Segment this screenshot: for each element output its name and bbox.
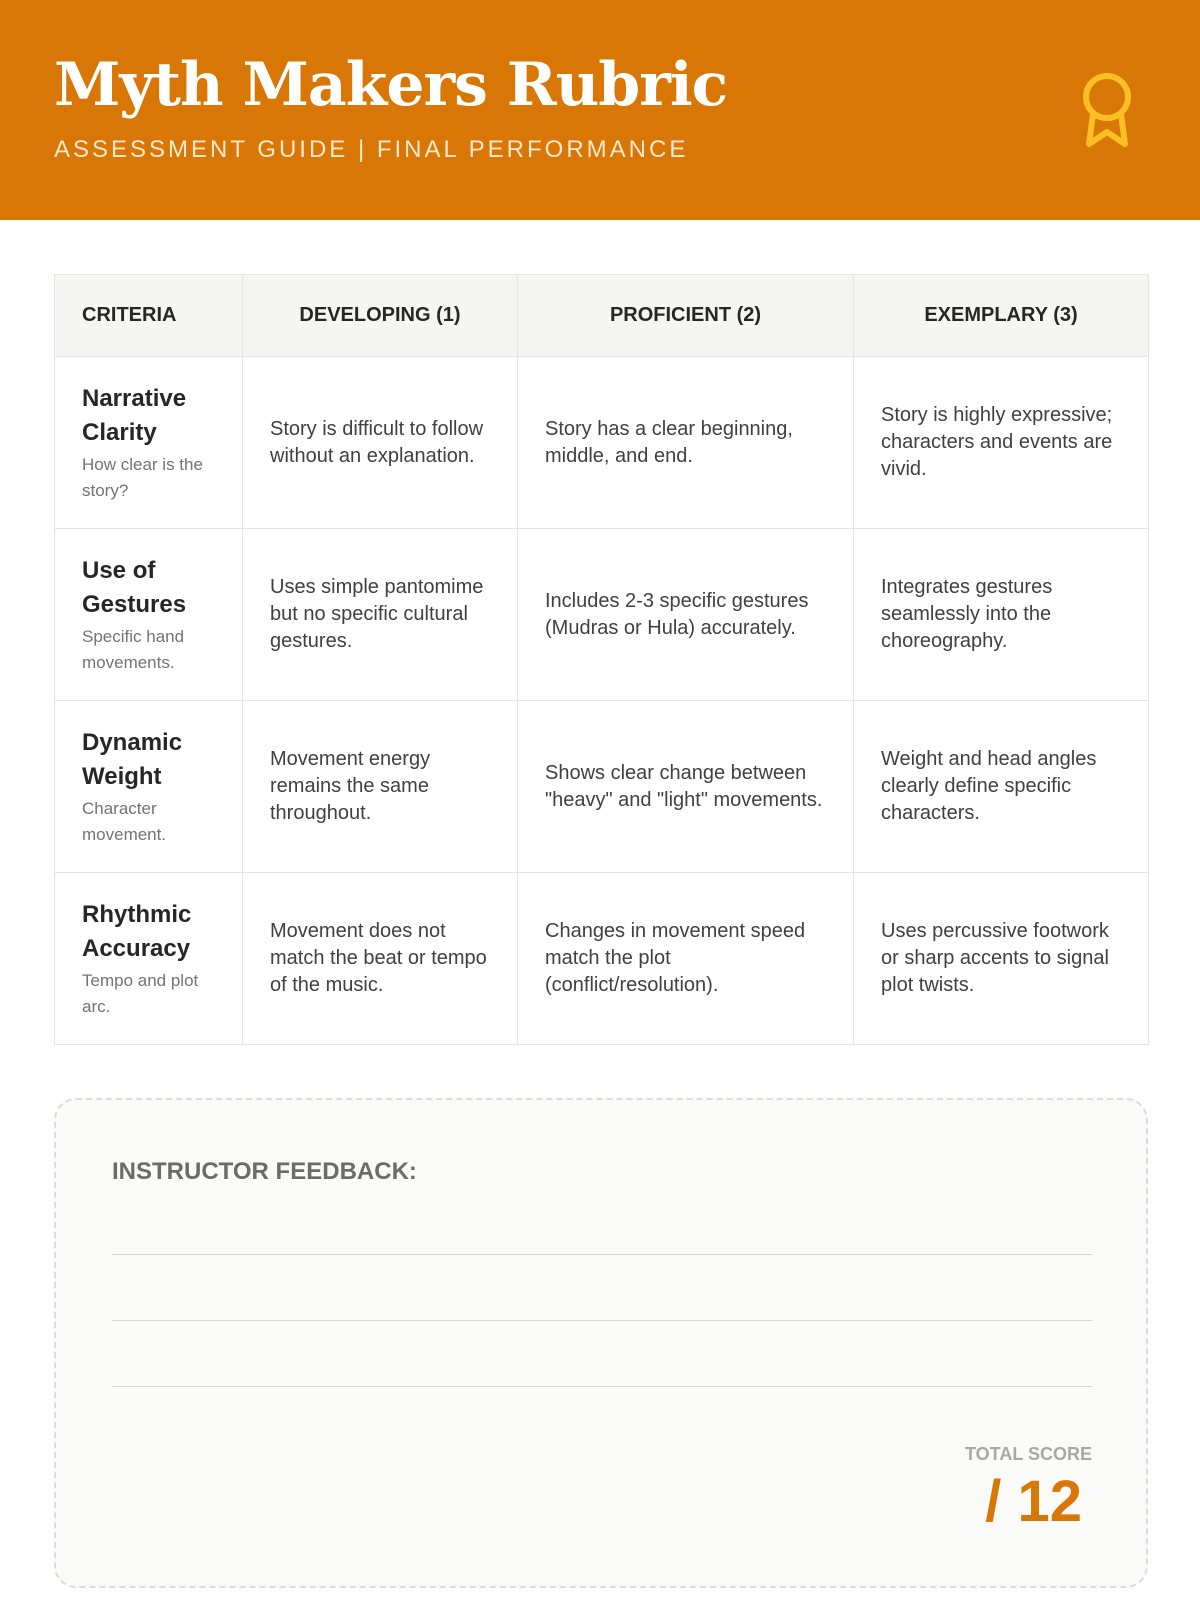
award-ribbon-icon	[1078, 70, 1136, 152]
page-title: Myth Makers Rubric	[54, 50, 728, 120]
exemplary-text: Weight and head angles clearly define specific characters.	[881, 748, 1097, 824]
proficient-text: Story has a clear beginning, middle, and end.	[545, 417, 793, 467]
column-header-criteria: CRITERIA	[55, 275, 243, 357]
header-banner	[0, 0, 1200, 220]
table-row	[55, 873, 1149, 1045]
developing-text: Uses simple pantomime but no specific cultural gestures.	[270, 576, 484, 652]
feedback-write-line[interactable]	[112, 1320, 1092, 1321]
table-row	[55, 701, 1149, 873]
feedback-label: INSTRUCTOR FEEDBACK:	[112, 1158, 417, 1185]
total-score-value: / 12	[985, 1469, 1082, 1534]
exemplary-cell	[854, 529, 1149, 701]
proficient-cell	[518, 701, 854, 873]
proficient-text: Shows clear change between "heavy" and "light" movements.	[545, 761, 823, 811]
developing-cell	[243, 701, 518, 873]
proficient-cell	[518, 873, 854, 1045]
table-header-row	[55, 275, 1149, 357]
developing-cell	[243, 357, 518, 529]
developing-text: Movement energy remains the same throughout.	[270, 748, 431, 824]
feedback-write-line[interactable]	[112, 1254, 1092, 1255]
criteria-name: Narrative Clarity	[82, 384, 187, 446]
criteria-description: Tempo and plot arc.	[82, 970, 199, 1016]
column-header-developing: DEVELOPING (1)	[243, 275, 518, 357]
criteria-cell	[55, 873, 243, 1045]
criteria-cell	[55, 357, 243, 529]
criteria-description: Character movement.	[82, 798, 167, 844]
total-score-label: TOTAL SCORE	[964, 1444, 1092, 1464]
exemplary-cell	[854, 701, 1149, 873]
column-header-proficient: PROFICIENT (2)	[518, 275, 854, 357]
proficient-cell	[518, 529, 854, 701]
criteria-name: Rhythmic Accuracy	[82, 900, 192, 962]
criteria-cell	[55, 701, 243, 873]
developing-text: Movement does not match the beat or tempo of the music.	[270, 920, 487, 996]
developing-cell	[243, 873, 518, 1045]
criteria-description: How clear is the story?	[82, 454, 203, 500]
criteria-cell	[55, 529, 243, 701]
criteria-name: Use of Gestures	[82, 556, 187, 618]
feedback-write-line[interactable]	[112, 1386, 1092, 1387]
developing-cell	[243, 529, 518, 701]
instructor-feedback-box	[54, 1098, 1148, 1588]
exemplary-cell	[854, 357, 1149, 529]
rubric-table	[54, 274, 1149, 1045]
table-row	[55, 529, 1149, 701]
column-header-exemplary: EXEMPLARY (3)	[854, 275, 1149, 357]
exemplary-cell	[854, 873, 1149, 1045]
page-subtitle: ASSESSMENT GUIDE | FINAL PERFORMANCE	[54, 136, 689, 163]
exemplary-text: Uses percussive footwork or sharp accents to signal plot twists.	[881, 920, 1109, 996]
proficient-text: Includes 2-3 specific gestures (Mudras or Hula) accurately.	[545, 589, 809, 639]
proficient-text: Changes in movement speed match the plot (conflict/resolution).	[545, 920, 806, 996]
exemplary-text: Story is highly expressive; characters and events are vivid.	[881, 404, 1113, 480]
proficient-cell	[518, 357, 854, 529]
table-row	[55, 357, 1149, 529]
criteria-name: Dynamic Weight	[82, 728, 183, 790]
criteria-description: Specific hand movements.	[82, 626, 185, 672]
exemplary-text: Integrates gestures seamlessly into the choreography.	[881, 576, 1053, 652]
developing-text: Story is difficult to follow without an explanation.	[270, 417, 484, 467]
